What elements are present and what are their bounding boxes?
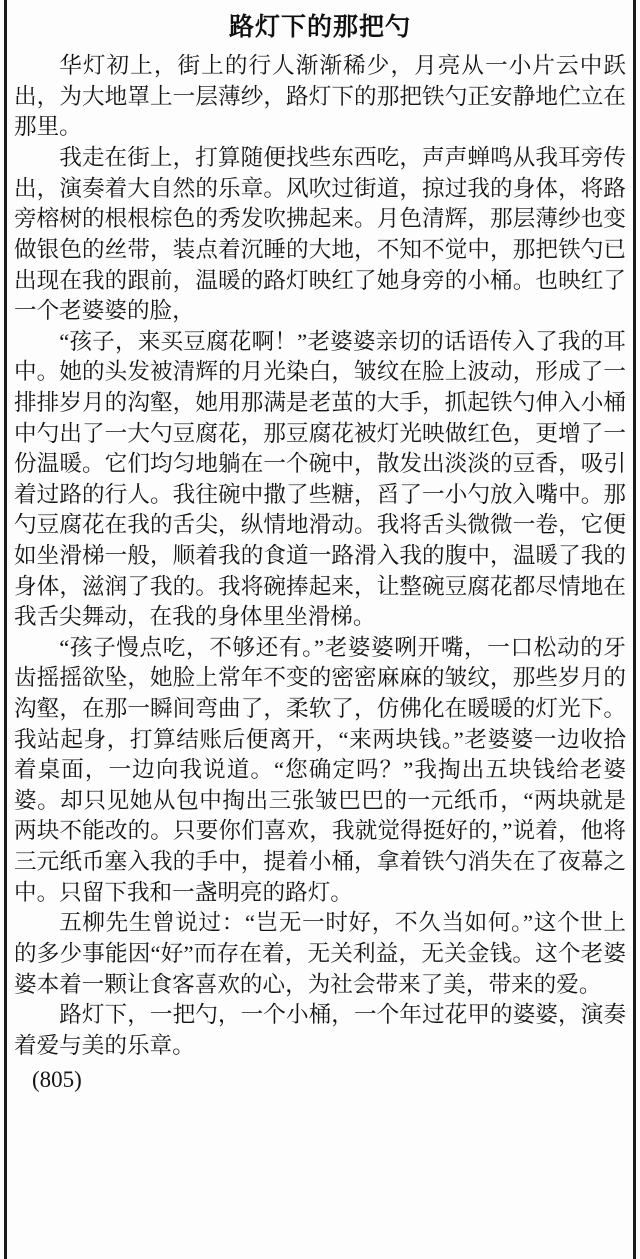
paragraph: 我走在街上，打算随便找些东西吃，声声蝉鸣从我耳旁传出，演奏着大自然的乐章。风吹过街道，掠过我的身体，将路旁榕树的根根棕色的秀发吹拂起来。月色清辉，那层薄纱也变做银色的丝带，装点着沉睡的大地，不知不觉中，那把铁勺已出现在我的跟前，温暖的路灯映红了她身旁的小桶。也映红了一个老婆婆的脸， [14, 145, 626, 324]
paragraph: 华灯初上，街上的行人渐渐稀少，月亮从一小片云中跃出，为大地罩上一层薄纱，路灯下的那把铁勺正安静地伫立在那里。 [14, 53, 626, 140]
page-title: 路灯下的那把勺 [228, 14, 411, 41]
paragraph: 五柳先生曾说过：“岂无一时好，不久当如何。”这个世上的多少事能因“好”而存在着，无关利益，无关金钱。这个老婆婆本着一颗让食客喜欢的心，为社会带来了美，带来的爱。 [14, 910, 626, 997]
paragraph: “孩子慢点吃，不够还有。”老婆婆咧开嘴，一口松动的牙齿摇摇欲坠，她脸上常年不变的密密麻麻的皱纹，那些岁月的沟壑，在那一瞬间弯曲了，柔软了，仿佛化在暖暖的灯光下。我站起身，打算结账后便离开，“来两块钱。”老婆婆一边收拾着桌面，一边向我说道。“您确定吗？”我掏出五块钱给老婆婆。却只见她从包中掏出三张皱巴巴的一元纸币，“两块就是两块不能改的。只要你们喜欢，我就觉得挺好的，”说着，他将三元纸币塞入我的手中，提着小桶，拿着铁勺消失在了夜幕之中。只留下我和一盏明亮的路灯。 [14, 634, 626, 905]
page-number: (805) [32, 1067, 82, 1093]
page-right-rule [633, 0, 636, 1259]
article-body [14, 51, 626, 1061]
page-left-rule [4, 0, 7, 1259]
paragraph: “孩子，来买豆腐花啊！”老婆婆亲切的话语传入了我的耳中。她的头发被清辉的月光染白，皱纹在脸上波动，形成了一排排岁月的沟壑，她用那满是老茧的大手，抓起铁勺伸入小桶中勺出了一大勺豆腐花，那豆腐花被灯光映做红色，更增了一份温暖。它们均匀地躺在一个碗中，散发出淡淡的豆香，吸引着过路的行人。我往碗中撒了些糖，舀了一小勺放入嘴中。那勺豆腐花在我的舌尖，纵情地滑动。我将舌头微微一卷，它便如坐滑梯一般，顺着我的食道一路滑入我的腹中，温暖了我的身体，滋润了我的。我将碗捧起来，让整碗豆腐花都尽情地在我舌尖舞动，在我的身体里坐滑梯。 [14, 328, 626, 630]
paragraph: 路灯下，一把勺，一个小桶，一个年过花甲的婆婆，演奏着爱与美的乐章。 [14, 1002, 626, 1058]
